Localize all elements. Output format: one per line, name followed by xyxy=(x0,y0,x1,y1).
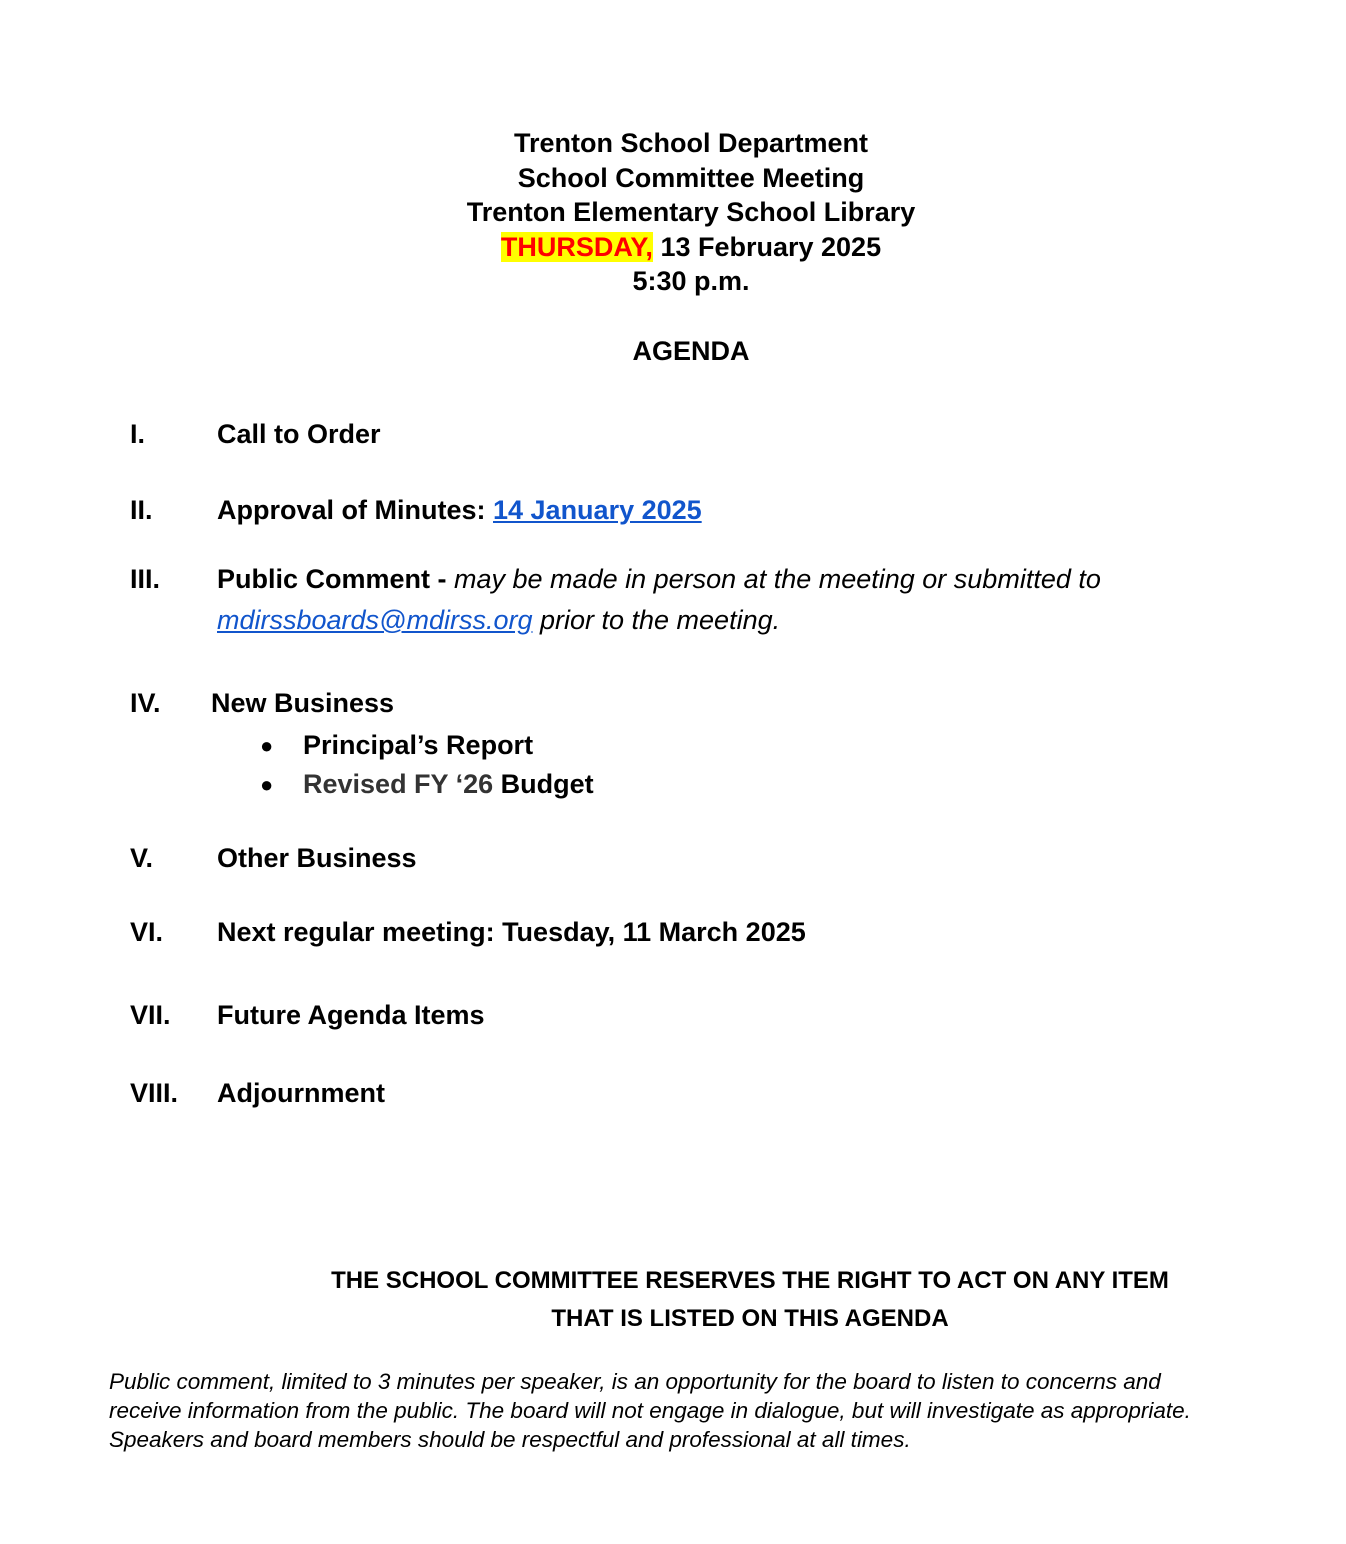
notice-line: THE SCHOOL COMMITTEE RESERVES THE RIGHT TO ACT ON ANY ITEM xyxy=(331,1267,1169,1294)
item-text: New Business xyxy=(211,688,395,718)
document-header xyxy=(0,126,1346,299)
footnote-line: receive information from the public. The board will not engage in dialogue, but will investigate as appropriate. xyxy=(109,1398,1191,1423)
notice-line: THAT IS LISTED ON THIS AGENDA xyxy=(551,1305,949,1332)
item-number: VII. xyxy=(130,1000,171,1030)
committee-notice xyxy=(210,1262,1290,1338)
header-location: Trenton Elementary School Library xyxy=(466,197,916,227)
header-time: 5:30 p.m. xyxy=(632,266,750,296)
item-italic-text: may be made in person at the meeting or submitted to xyxy=(454,564,1101,594)
header-date-line xyxy=(0,230,1346,265)
header-meeting: School Committee Meeting xyxy=(517,162,865,193)
item-text-wrapper xyxy=(217,600,780,641)
bullet-icon: ● xyxy=(260,733,274,758)
footnote-line: Speakers and board members should be respectful and professional at all times. xyxy=(109,1427,911,1452)
public-comment-footnote xyxy=(109,1367,1309,1454)
item-number: VI. xyxy=(130,917,164,947)
item-number: IV. xyxy=(130,688,161,718)
item-text: Public Comment - xyxy=(217,564,455,594)
item-text-wrapper xyxy=(217,559,1101,600)
item-text: Approval of Minutes: xyxy=(217,495,493,525)
bullet-text: Principal’s Report xyxy=(303,730,534,760)
agenda-title: AGENDA xyxy=(632,336,750,366)
bullet-text: Revised FY ‘26 xyxy=(303,769,494,799)
bullet-text-suffix: Budget xyxy=(493,769,594,799)
footnote-line: Public comment, limited to 3 minutes per speaker, is an opportunity for the board to listen to concerns and xyxy=(109,1369,1161,1394)
item-text: Call to Order xyxy=(217,419,381,449)
item-text: Other Business xyxy=(217,843,417,873)
item-number: VIII. xyxy=(130,1078,179,1108)
email-link[interactable]: mdirssboards@mdirss.org xyxy=(217,605,533,635)
minutes-link[interactable]: 14 January 2025 xyxy=(493,495,702,525)
bullet-text-wrapper xyxy=(303,765,594,804)
item-number: I. xyxy=(130,419,146,449)
item-number: III. xyxy=(130,564,161,594)
bullet-icon: ● xyxy=(260,772,274,797)
item-text: Next regular meeting: Tuesday, 11 March 2025 xyxy=(217,917,806,947)
header-date: 13 February 2025 xyxy=(652,231,882,262)
item-text: Future Agenda Items xyxy=(217,1000,485,1030)
item-number: V. xyxy=(130,843,154,873)
item-text-wrapper xyxy=(217,490,702,531)
header-department: Trenton School Department xyxy=(513,128,869,158)
item-italic-text: prior to the meeting. xyxy=(532,605,781,635)
header-day-highlight: THURSDAY, xyxy=(500,231,653,262)
item-number: II. xyxy=(130,495,153,525)
item-text: Adjournment xyxy=(217,1078,385,1108)
